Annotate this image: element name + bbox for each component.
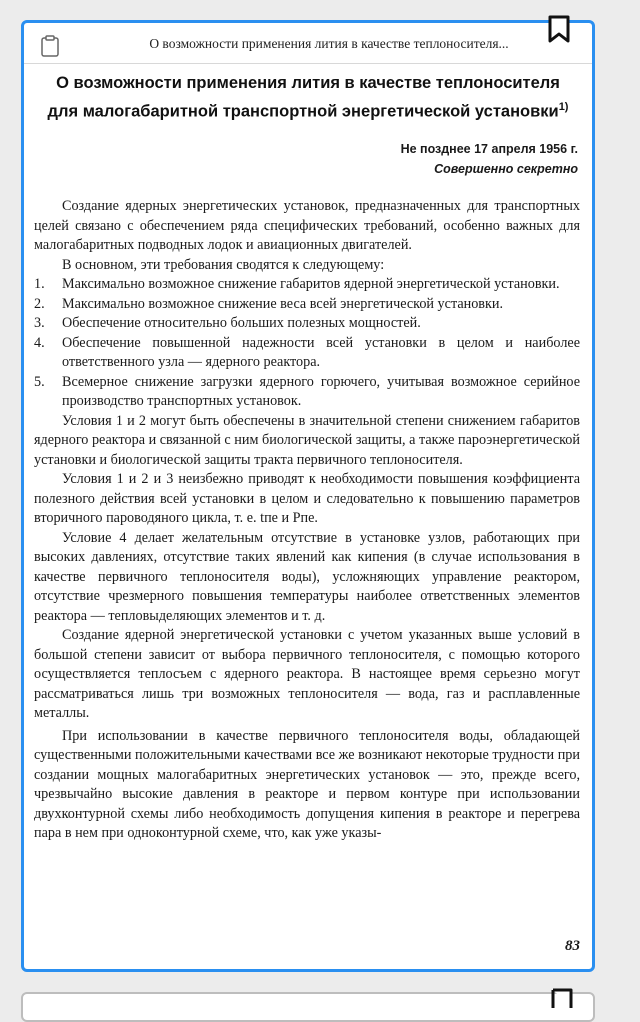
page-number: 83 xyxy=(565,938,580,954)
footnote-mark[interactable]: 1) xyxy=(558,101,569,113)
running-title: О возможности применения лития в качестве теплоносителя... xyxy=(149,36,509,51)
paragraph: Создание ядерной энергетической установки с учетом указанных выше условий в большой степени зависит от выбора первичного теплоносителя, с помощью которого осуществляется теплосъем с ядерного реактора. В настоящее время серьезно могут рассматриваться лишь три возможных теплоносителя — вода, газ и расплавленные металлы. xyxy=(34,627,580,721)
requirements-list xyxy=(34,275,580,412)
list-item: 1. Максимально возможное снижение габаритов ядерной энергетической установки. xyxy=(34,276,560,292)
paragraph: Условие 4 делает желательным отсутствие в установке узлов, работающих при высоких давлениях, отсутствие таких явлений как кипения (в случае использования в качестве первичного теплоносителя воды), усложняющих управление реактором, отсутствие чрезмерного повышения температуры наиболее ответственных элементов реактора — тепловыделяющих элементов и т. д. xyxy=(34,529,580,624)
page-header xyxy=(24,23,592,64)
document-date: Не позднее 17 апреля 1956 г. xyxy=(400,142,578,156)
clipboard-icon[interactable] xyxy=(40,35,60,57)
list-item: 5. Всемерное снижение загрузки ядерного горючего, учитывая возможное серийное производство транспортных установок. xyxy=(34,373,580,409)
classification-label: Совершенно секретно xyxy=(434,162,578,176)
document-title-text: О возможности применения лития в качестве теплоносителя для малогабаритной транспортной энергетической установки xyxy=(47,74,560,121)
next-page-card[interactable] xyxy=(21,992,595,1022)
document-title xyxy=(44,71,572,124)
paragraph: При использовании в качестве первичного теплоносителя воды, обладающей существенными положительными качествами все же возникают некоторые трудности при создании мощных малогабаритных энергетических установок — это, прежде всего, чрезвычайно высокие давления в реакторе и первом контуре при использовании двухконтурной схемы либо необходимость допущения кипения в реакторе и перегрева пара в нем при одноконтурной схеме, что, как уже указы- xyxy=(34,727,580,841)
bookmark-icon[interactable] xyxy=(551,988,573,1008)
paragraph: Создание ядерных энергетических установок, предназначенных для транспортных целей связано с обеспечением ряда специфических требований, особенно важных для малогабаритных подводных лодок и авиационных двигателей. xyxy=(34,198,580,253)
list-item: 3. Обеспечение относительно больших полезных мощностей. xyxy=(34,315,421,331)
paragraph: Условия 1 и 2 и 3 неизбежно приводят к необходимости повышения коэффициента полезного действия всей установки в целом и следовательно к повышению параметров вторичного пароводяного цикла, т. е. tпе и Рпе. xyxy=(34,471,580,526)
page-card xyxy=(21,20,595,972)
list-item: 2. Максимально возможное снижение веса всей энергетической установки. xyxy=(34,295,504,312)
document-body xyxy=(34,197,580,844)
paragraph: В основном, эти требования сводятся к следующему: xyxy=(62,256,385,273)
paragraph: Условия 1 и 2 могут быть обеспечены в значительной степени снижением габаритов ядерного реактора и связанной с ним биологической защиты, а также пароэнергетической установки и биологической защиты тракта первичного теплоносителя. xyxy=(34,412,580,468)
bookmark-icon[interactable] xyxy=(548,15,570,43)
list-item: 4. Обеспечение повышенной надежности всей установки в целом и наиболее ответственного узла — ядерного реактора. xyxy=(34,334,580,370)
